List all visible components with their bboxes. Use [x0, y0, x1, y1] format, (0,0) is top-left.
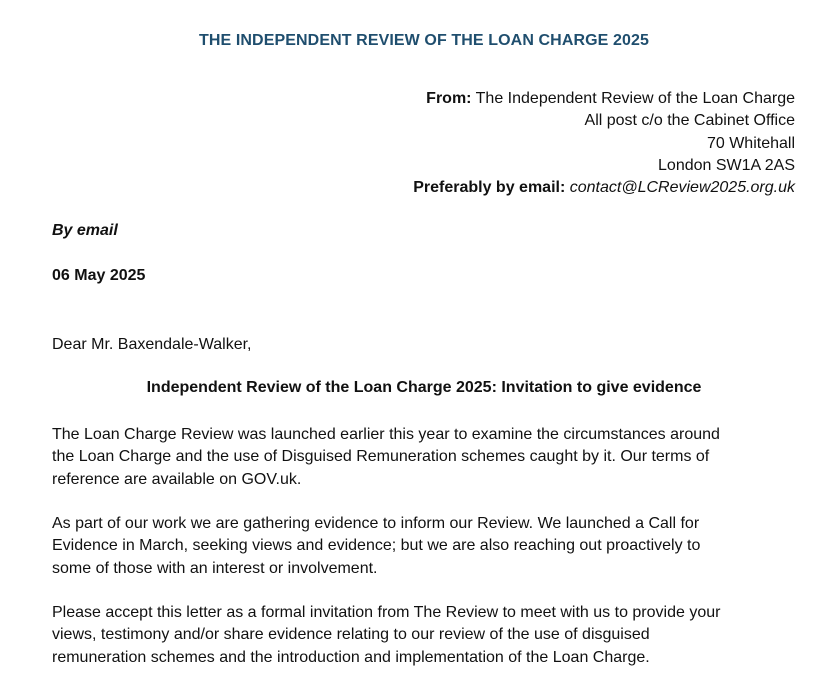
body-paragraph-2	[52, 513, 812, 580]
letterhead-title: THE INDEPENDENT REVIEW OF THE LOAN CHARGE 2025	[199, 32, 649, 49]
salutation: Dear Mr. Baxendale-Walker,	[52, 336, 252, 353]
paragraph-line: Evidence in March, seeking views and evidence; but we are also reaching out proactively to	[52, 537, 701, 555]
sender-email-link[interactable]: contact@LCReview2025.org.uk	[569, 179, 795, 197]
letter-date: 06 May 2025	[52, 267, 146, 284]
paragraph-line: some of those with an interest or involvement.	[52, 559, 378, 577]
sender-email-line	[413, 177, 795, 199]
body-paragraph-3	[52, 602, 812, 669]
paragraph-line: As part of our work we are gathering evidence to inform our Review. We launched a Call for	[52, 515, 700, 532]
paragraph-line: remuneration schemes and the introduction and implementation of the Loan Charge.	[52, 648, 650, 666]
body-paragraph-1	[52, 424, 812, 491]
sender-from-label: From:	[426, 90, 472, 107]
sender-address-line-1: All post c/o the Cabinet Office	[584, 112, 795, 130]
paragraph-line: the Loan Charge and the use of Disguised Remuneration schemes caught by it. Our terms of	[52, 448, 710, 466]
sender-address-line-2: 70 Whitehall	[706, 134, 795, 152]
paragraph-line: views, testimony and/or share evidence relating to our review of the use of disguised	[52, 626, 650, 644]
letter-subject: Independent Review of the Loan Charge 2025: Invitation to give evidence	[146, 379, 702, 396]
sender-from-value: The Independent Review of the Loan Charge	[475, 90, 795, 107]
sender-address-line-3: London SW1A 2AS	[658, 156, 795, 174]
sender-email-label: Preferably by email:	[413, 179, 566, 197]
delivery-method: By email	[52, 222, 118, 239]
sender-from-line	[413, 88, 795, 110]
paragraph-line: Please accept this letter as a formal invitation from The Review to meet with us to provide your	[52, 604, 721, 621]
paragraph-line: reference are available on GOV.uk.	[52, 470, 302, 488]
sender-address-block	[413, 88, 795, 199]
paragraph-line: The Loan Charge Review was launched earlier this year to examine the circumstances around	[52, 426, 720, 443]
